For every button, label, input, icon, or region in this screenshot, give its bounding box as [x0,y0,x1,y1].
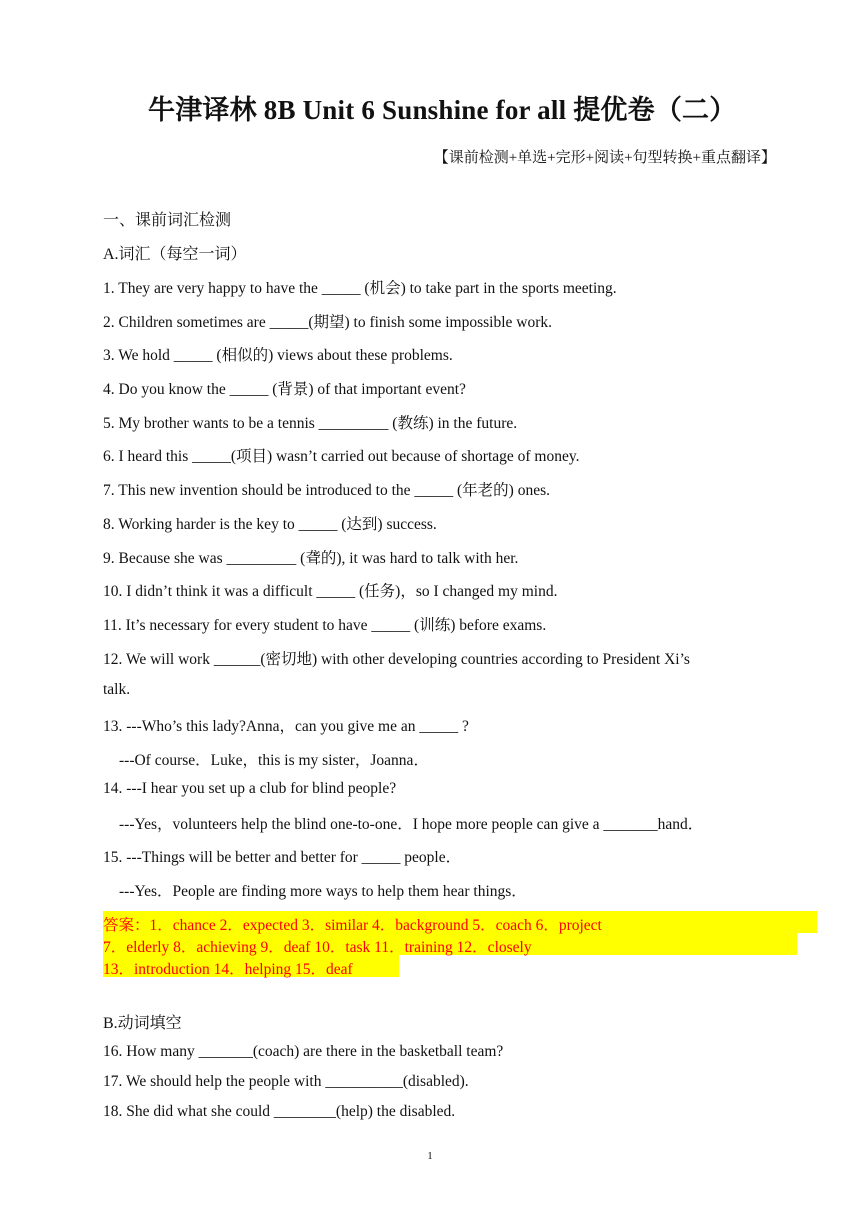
question-12: 12. We will work ______(密切地) with other developing countries according to President Xi’s [103,651,690,668]
page-subtitle: 【课前检测+单选+完形+阅读+句型转换+重点翻译】 [433,150,776,166]
question-4: 4. Do you know the _____ (背景) of that important event? [103,381,466,398]
question-15-reply: ---Yes．People are finding more ways to help them hear things． [119,883,527,900]
section-heading: 一、课前词汇检测 [103,212,232,229]
question-11: 11. It’s necessary for every student to have _____ (训练) before exams. [103,617,547,634]
question-13-reply: ---Of course．Luke，this is my sister，Joanna． [119,752,429,769]
question-15: 15. ---Things will be better and better for _____ people． [103,849,462,866]
answer-line-2: 7．elderly 8．achieving 9．deaf 10．task 11．training 12．closely [103,939,532,956]
question-12-cont: talk. [103,681,131,698]
question-3: 3. We hold _____ (相似的) views about these problems. [103,347,453,364]
part-a-heading: A.词汇（每空一词） [103,246,247,263]
question-14-reply: ---Yes，volunteers help the blind one-to-one．I hope more people can give a _______hand． [119,816,704,833]
question-16: 16. How many _______(coach) are there in the basketball team? [103,1043,504,1060]
answer-line-1: 答案：1．chance 2．expected 3．similar 4．background 5．coach 6．project [103,917,602,934]
question-10: 10. I didn’t think it was a difficult _____ (任务)，so I changed my mind. [103,583,558,600]
page-title: 牛津译林 8B Unit 6 Sunshine for all 提优卷（二） [148,95,737,125]
question-6: 6. I heard this _____(项目) wasn’t carried out because of shortage of money. [103,448,580,465]
question-14: 14. ---I hear you set up a club for blind people? [103,780,397,797]
question-9: 9. Because she was _________ (聋的), it was hard to talk with her. [103,550,519,567]
answer-line-3: 13．introduction 14．helping 15．deaf [103,961,353,978]
question-2: 2. Children sometimes are _____(期望) to finish some impossible work. [103,314,553,331]
part-b-heading: B.动词填空 [103,1015,182,1032]
question-1: 1. They are very happy to have the _____ (机会) to take part in the sports meeting. [103,280,617,297]
question-18: 18. She did what she could ________(help) the disabled. [103,1103,456,1120]
page-number: 1 [427,1150,433,1162]
question-17: 17. We should help the people with __________(disabled). [103,1073,469,1090]
question-5: 5. My brother wants to be a tennis _________ (教练) in the future. [103,415,518,432]
question-8: 8. Working harder is the key to _____ (达到) success. [103,516,437,533]
question-7: 7. This new invention should be introduced to the _____ (年老的) ones. [103,482,551,499]
question-13: 13. ---Who’s this lady?Anna，can you give me an _____ ? [103,718,469,735]
